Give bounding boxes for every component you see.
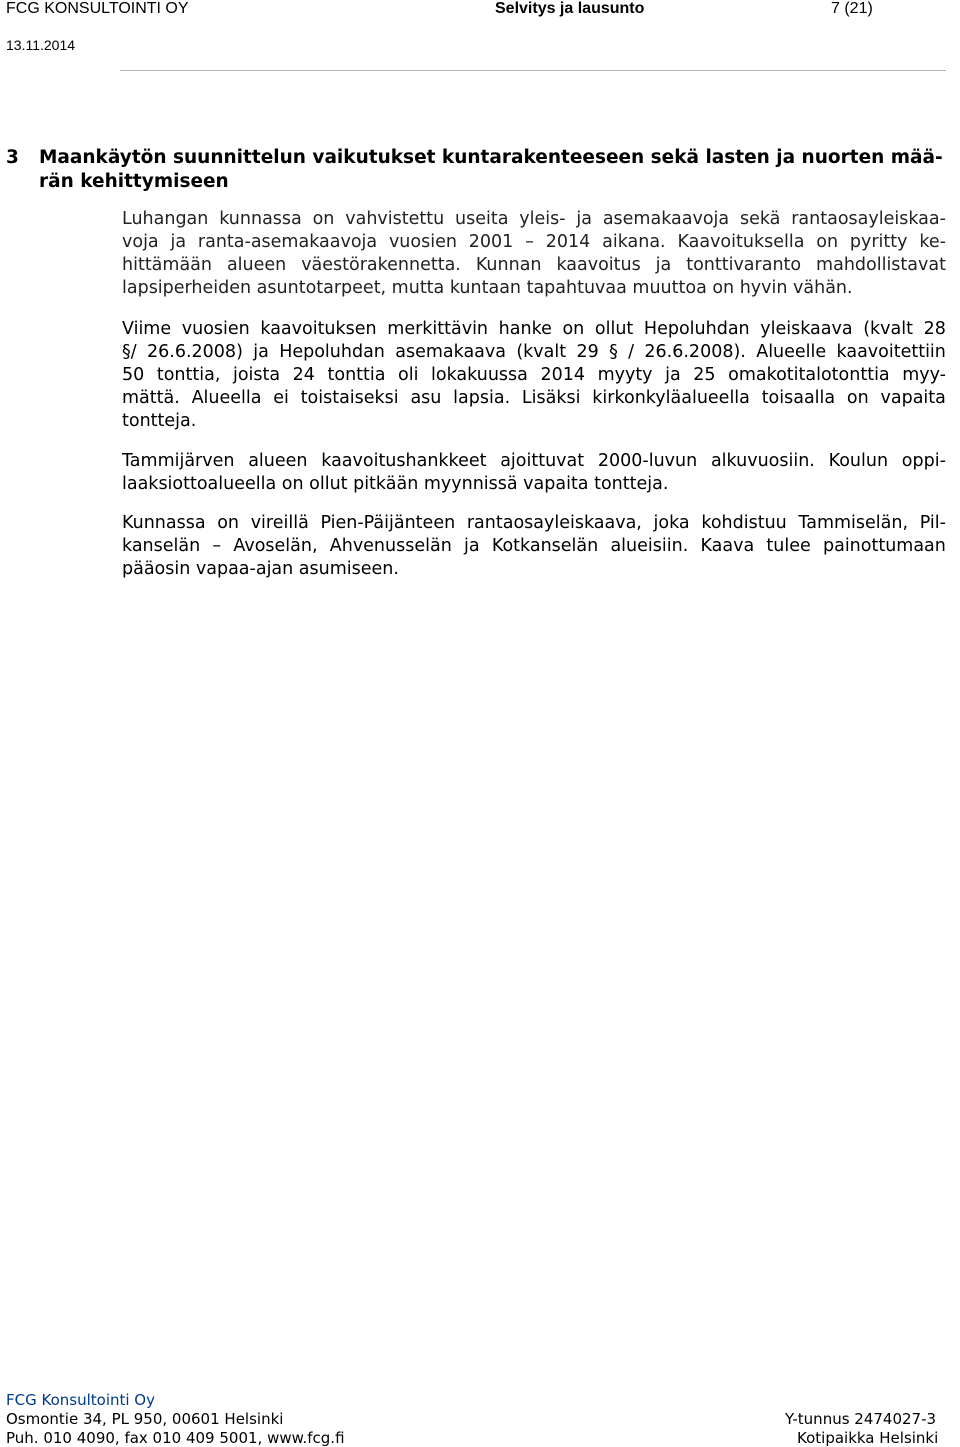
word: Lisäksi bbox=[521, 388, 581, 408]
paragraph bbox=[122, 450, 946, 496]
word: tonttia bbox=[327, 365, 386, 385]
word: §/ bbox=[122, 342, 137, 362]
paragraph-line bbox=[122, 231, 946, 254]
word: kaavoitus bbox=[556, 255, 641, 275]
word: ollut bbox=[594, 319, 634, 339]
word: / bbox=[628, 342, 635, 362]
paragraph bbox=[122, 512, 946, 581]
paragraph-line: tontteja. bbox=[122, 411, 197, 431]
word: Pien-Päijänteen bbox=[320, 513, 456, 533]
word: Kotkanselän bbox=[491, 536, 599, 556]
word: ja bbox=[655, 255, 672, 275]
word: ja bbox=[464, 536, 480, 556]
word: Luhangan bbox=[122, 209, 209, 229]
word: kanselän bbox=[122, 536, 201, 556]
footer-contact: Puh. 010 4090, fax 010 409 5001, www.fcg.fi bbox=[6, 1429, 345, 1447]
word: ja bbox=[253, 342, 269, 362]
word: § bbox=[609, 342, 618, 362]
word: 26.6.2008). bbox=[644, 342, 746, 362]
paragraph-line: lapsiperheiden asuntotarpeet, mutta kuntaan tapahtuvaa muuttoa on hyvin vähän. bbox=[122, 278, 853, 298]
header-date: 13.11.2014 bbox=[6, 37, 76, 53]
word: joka bbox=[653, 513, 690, 533]
word: Tammijärven bbox=[122, 451, 235, 471]
word: Hepoluhdan bbox=[279, 342, 385, 362]
word: Ahvenusselän bbox=[329, 536, 452, 556]
word: – bbox=[212, 536, 222, 556]
word: Tammiselän, bbox=[798, 513, 909, 533]
word: ja bbox=[576, 209, 592, 229]
word: on bbox=[217, 513, 240, 533]
paragraph-line: laaksiottoalueella on ollut pitkään myynnissä vapaita tontteja. bbox=[122, 474, 669, 494]
paragraph-line bbox=[122, 512, 946, 535]
word: yleis- bbox=[519, 209, 566, 229]
word: ja bbox=[170, 232, 187, 252]
word: ei bbox=[273, 388, 289, 408]
paragraph-line bbox=[122, 208, 946, 231]
word: ajoittuvat bbox=[500, 451, 585, 471]
footer-domicile: Kotipaikka Helsinki bbox=[797, 1429, 939, 1447]
word: (kvalt bbox=[863, 319, 913, 339]
word: kaavoitushankkeet bbox=[321, 451, 487, 471]
word: alueisiin. bbox=[610, 536, 689, 556]
word: asu bbox=[410, 388, 442, 408]
word: voja bbox=[122, 232, 159, 252]
paragraph-line bbox=[122, 364, 946, 387]
word: Kaavoituksella bbox=[677, 232, 805, 252]
word: mättä. bbox=[122, 388, 180, 408]
word: väestörakennetta. bbox=[301, 255, 461, 275]
word: 29 bbox=[576, 342, 599, 362]
paragraph-line bbox=[122, 535, 946, 558]
paragraph-line: pääosin vapaa-ajan asumiseen. bbox=[122, 559, 399, 579]
word: Alueella bbox=[191, 388, 262, 408]
section-number: 3 bbox=[6, 147, 19, 168]
word: on bbox=[312, 209, 335, 229]
paragraph-line bbox=[122, 450, 946, 473]
word: tonttia, bbox=[156, 365, 221, 385]
word: on bbox=[562, 319, 585, 339]
footer-address: Osmontie 34, PL 950, 00601 Helsinki bbox=[6, 1410, 284, 1428]
section-title-line: rän kehittymiseen bbox=[39, 171, 229, 192]
word: 2001 bbox=[468, 232, 514, 252]
word: 28 bbox=[923, 319, 946, 339]
word: on bbox=[816, 232, 839, 252]
word: kaavoitettiin bbox=[836, 342, 946, 362]
word: merkittävin bbox=[387, 319, 489, 339]
word: rantaosayleiskaava, bbox=[466, 513, 642, 533]
word: Avoselän, bbox=[233, 536, 318, 556]
word: Kunnassa bbox=[122, 513, 206, 533]
word: vapaita bbox=[880, 388, 946, 408]
paragraph bbox=[122, 208, 946, 300]
word: rantaosayleiskaa- bbox=[791, 209, 946, 229]
word: asemakaava bbox=[395, 342, 506, 362]
paragraph-line bbox=[122, 318, 946, 341]
word: toisaalla bbox=[761, 388, 836, 408]
section-title-line: Maankäytön suunnittelun vaikutukset kuntarakenteeseen sekä lasten ja nuorten mää- bbox=[39, 147, 943, 168]
word: lapsia. bbox=[453, 388, 511, 408]
paragraph bbox=[122, 318, 946, 433]
word: aikana. bbox=[602, 232, 666, 252]
paragraph-line bbox=[122, 387, 946, 410]
word: Kaava bbox=[700, 536, 755, 556]
word: oppi- bbox=[901, 451, 946, 471]
word: Viime bbox=[122, 319, 172, 339]
word: vahvistettu bbox=[345, 209, 445, 229]
word: hanke bbox=[498, 319, 552, 339]
word: 26.6.2008) bbox=[147, 342, 243, 362]
paragraph-line bbox=[122, 254, 946, 277]
word: vuosien bbox=[181, 319, 250, 339]
word: ke- bbox=[919, 232, 946, 252]
header-company: FCG KONSULTOINTI OY bbox=[6, 0, 189, 17]
word: kunnassa bbox=[219, 209, 302, 229]
word: kirkonkyläalueella bbox=[592, 388, 750, 408]
word: 2014 bbox=[540, 365, 585, 385]
word: alueen bbox=[226, 255, 287, 275]
word: 2000-luvun bbox=[597, 451, 698, 471]
word: – bbox=[525, 232, 534, 252]
word: ranta-asemakaavoja bbox=[197, 232, 378, 252]
header-divider bbox=[120, 70, 946, 71]
word: Koulun bbox=[828, 451, 889, 471]
word: alkuvuosiin. bbox=[710, 451, 815, 471]
word: Alueelle bbox=[756, 342, 827, 362]
word: kohdistuu bbox=[701, 513, 787, 533]
word: kaavoituksen bbox=[260, 319, 377, 339]
footer-company: FCG Konsultointi Oy bbox=[6, 1391, 155, 1409]
word: vuosien bbox=[388, 232, 457, 252]
word: 24 bbox=[292, 365, 315, 385]
word: ja bbox=[665, 365, 681, 385]
word: asemakaavoja bbox=[602, 209, 730, 229]
word: toistaiseksi bbox=[300, 388, 399, 408]
section-title bbox=[39, 146, 943, 194]
word: myy- bbox=[902, 365, 946, 385]
word: oli bbox=[398, 365, 419, 385]
header-page-number: 7 (21) bbox=[831, 0, 873, 17]
word: alueen bbox=[248, 451, 308, 471]
word: (kvalt bbox=[516, 342, 567, 362]
word: lokakuussa bbox=[431, 365, 528, 385]
footer-business-id: Y-tunnus 2474027-3 bbox=[785, 1410, 937, 1428]
word: useita bbox=[455, 209, 509, 229]
word: mahdollistavat bbox=[816, 255, 946, 275]
word: 25 bbox=[693, 365, 716, 385]
header-document-title: Selvitys ja lausunto bbox=[495, 0, 645, 17]
word: tulee bbox=[766, 536, 811, 556]
word: vireillä bbox=[250, 513, 309, 533]
word: Pil- bbox=[919, 513, 946, 533]
word: myyty bbox=[597, 365, 653, 385]
word: tonttivaranto bbox=[686, 255, 802, 275]
word: 50 bbox=[122, 365, 145, 385]
word: hittämään bbox=[122, 255, 212, 275]
word: pyritty bbox=[849, 232, 908, 252]
word: on bbox=[846, 388, 869, 408]
word: joista bbox=[232, 365, 281, 385]
word: omakotitalotonttia bbox=[728, 365, 890, 385]
word: Hepoluhdan bbox=[643, 319, 750, 339]
word: painottumaan bbox=[822, 536, 946, 556]
word: yleiskaava bbox=[760, 319, 853, 339]
word: sekä bbox=[739, 209, 781, 229]
paragraph-line bbox=[122, 341, 946, 364]
word: Kunnan bbox=[475, 255, 542, 275]
word: 2014 bbox=[545, 232, 591, 252]
